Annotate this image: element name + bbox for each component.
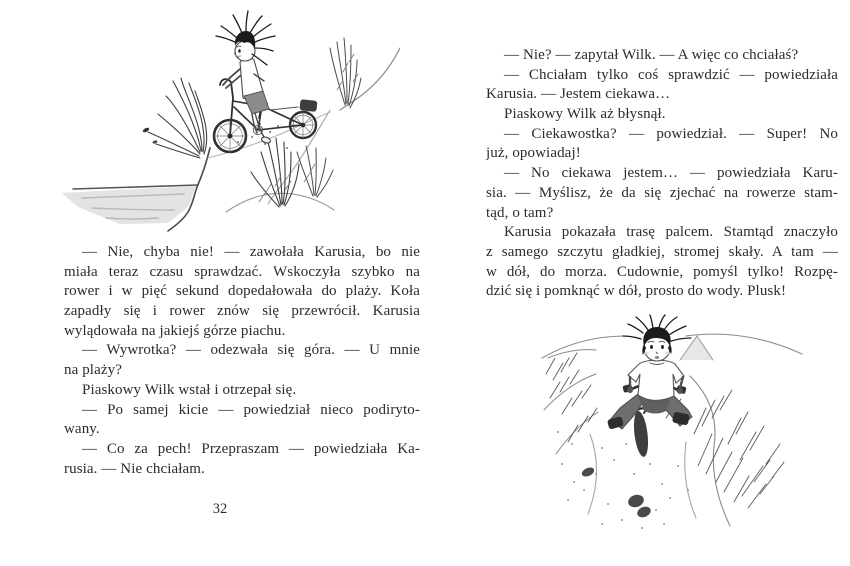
illustration-child-bike-cliff <box>58 6 400 240</box>
text-line: tąd, o tam? <box>486 204 554 221</box>
text-line: na plaży? <box>64 362 122 379</box>
stones <box>580 466 652 520</box>
text-line: Karusia. — Jestem ciekawa… <box>486 86 671 103</box>
paragraph <box>64 341 420 380</box>
sand-speckles <box>558 432 688 528</box>
illustration-child-bike-dune <box>538 314 806 542</box>
text-line: — No ciekawa jestem… — powiedziała Karu- <box>504 165 838 182</box>
text-line: — Nie? — zapytał Wilk. — A więc co chciałaś? <box>504 47 799 63</box>
page-number: 32 <box>212 501 228 517</box>
grass-under-bike <box>226 114 334 212</box>
text-line: miała teraz czasu sprawdzać. Wskoczyła szybko na <box>64 263 420 280</box>
paragraph <box>486 105 838 125</box>
text-line: wylądowała na jakiejś górze piachu. <box>64 322 286 339</box>
text-line: sia. — Myślisz, że da się zjechać na rowerze stam- <box>486 184 838 201</box>
text-line: rower i w pięć sekund dopedałowała do plaży. Koła <box>64 283 420 300</box>
text-line: zapadły się i rower znów się przewrócił. Karusia <box>64 303 420 320</box>
text-line: Piaskowy Wilk aż błysnął. <box>504 106 666 123</box>
paragraph <box>64 440 420 479</box>
text-line: w dół, do morza. Cudownie, pomyśl tylko! Rozpę- <box>486 263 838 280</box>
paragraph <box>486 223 838 302</box>
left-page-text <box>64 243 420 479</box>
text-line: rusia. — Nie chciałam. <box>64 460 205 477</box>
text-line: z samego szczytu gładkiej, stromej skały. A tam — <box>486 243 838 260</box>
paragraph <box>486 46 838 66</box>
text-line: dzić się i pomknąć w dół, prosto do wody. Plusk! <box>486 283 787 300</box>
text-line: wany. <box>64 421 100 438</box>
paragraph <box>486 164 838 223</box>
text-line: — Nie, chyba nie! — zawołała Karusia, bo nie <box>82 244 420 260</box>
right-page-text <box>486 46 838 302</box>
child-rider-front <box>607 315 692 430</box>
text-line: — Wywrotka? — odezwała się góra. — U mnie <box>82 342 420 359</box>
text-line: Karusia pokazała trasę palcem. Stamtąd znaczyło <box>504 224 838 241</box>
paragraph <box>64 381 420 401</box>
child-rider <box>216 11 275 144</box>
paragraph <box>64 401 420 440</box>
text-line: — Po samej kicie — powiedział nieco podiryto- <box>82 401 420 418</box>
paragraph <box>486 125 838 164</box>
grass-cliff-edge <box>142 78 207 158</box>
text-line: — Chciałam tylko coś sprawdzić — powiedziała <box>504 66 838 83</box>
text-line: Piaskowy Wilk wstał i otrzepał się. <box>82 381 297 398</box>
text-line: — Co za pech! Przepraszam — powiedziała Ka- <box>82 440 420 457</box>
paragraph <box>486 66 838 105</box>
text-line: — Ciekawostka? — powiedział. — Super! No <box>504 125 838 142</box>
cliff-ledge <box>62 148 210 231</box>
paragraph <box>64 243 420 341</box>
text-line: już, opowiadaj! <box>486 145 581 162</box>
